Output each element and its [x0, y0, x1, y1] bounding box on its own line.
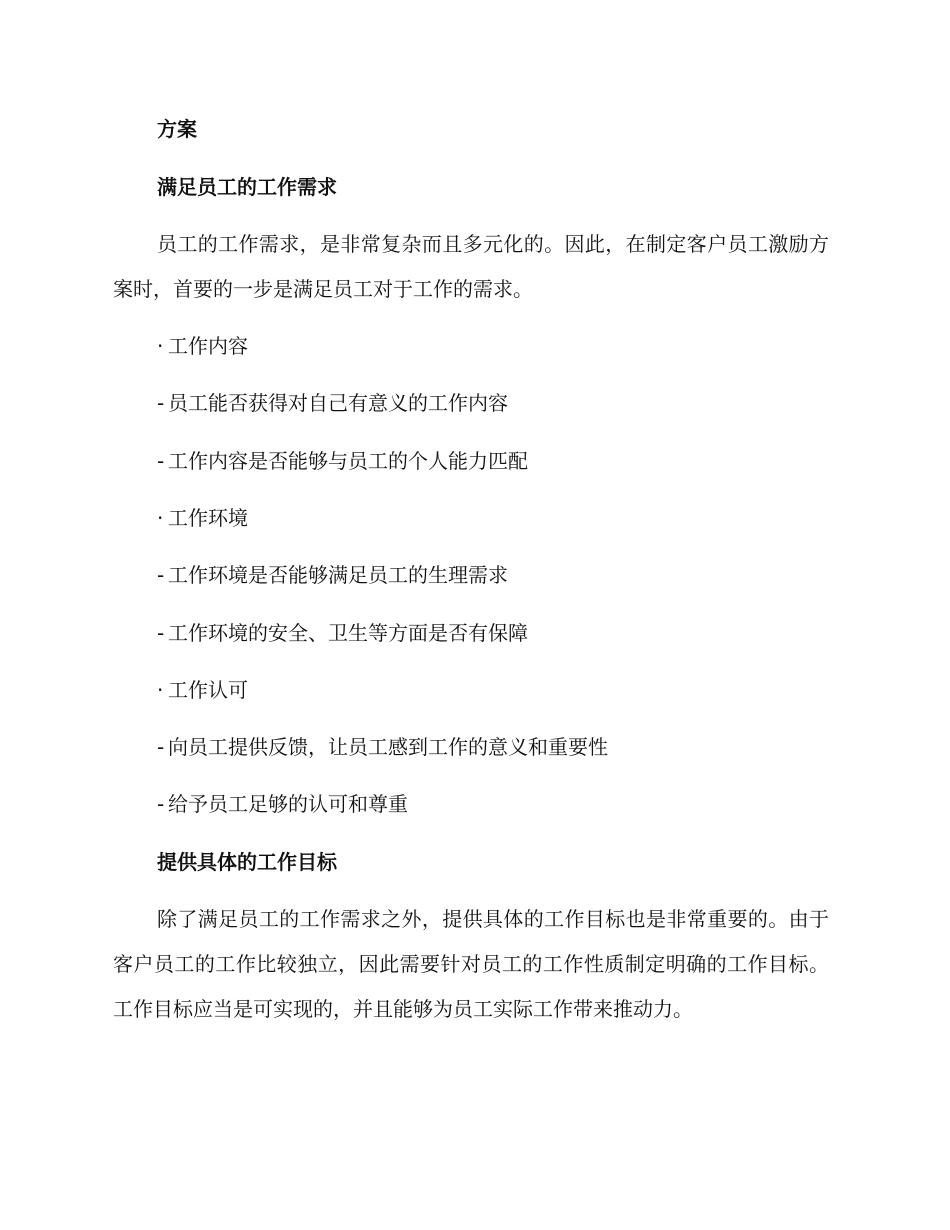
sub-bullet-text: 向员工提供反馈，让员工感到工作的意义和重要性: [168, 735, 608, 759]
dash-marker: -: [157, 391, 165, 415]
sub-bullet-item: [157, 733, 608, 761]
dash-marker: -: [157, 449, 165, 473]
sub-bullet-item: [157, 561, 508, 589]
bullet-marker: ·: [157, 506, 164, 530]
sub-bullet-text: 工作环境的安全、卫生等方面是否有保障: [168, 621, 528, 645]
sub-bullet-item: [157, 389, 508, 417]
bullet-item: [157, 676, 248, 704]
dash-marker: -: [157, 792, 165, 816]
sub-bullet-text: 工作内容是否能够与员工的个人能力匹配: [168, 449, 528, 473]
bullet-marker: ·: [157, 334, 164, 358]
intro-paragraph: 员工的工作需求，是非常复杂而且多元化的。因此，在制定客户员工激励方案时，首要的一步是满足员工对于工作的需求。: [113, 232, 829, 301]
dash-marker: -: [157, 563, 165, 587]
bullet-marker: ·: [157, 678, 164, 702]
sub-bullet-item: [157, 790, 408, 818]
document-title: 方案: [157, 117, 197, 141]
sub-bullet-item: [157, 447, 528, 475]
bullet-label: 工作环境: [168, 506, 248, 530]
sub-bullet-text: 给予员工足够的认可和尊重: [168, 792, 408, 816]
sub-bullet-text: 工作环境是否能够满足员工的生理需求: [168, 563, 508, 587]
bullet-label: 工作认可: [168, 678, 248, 702]
bullet-item: [157, 504, 248, 532]
goals-paragraph: 除了满足员工的工作需求之外，提供具体的工作目标也是非常重要的。由于客户员工的工作比较独立，因此需要针对员工的工作性质制定明确的工作目标。工作目标应当是可实现的，并且能够为员工实际工作带来推动力。: [113, 907, 829, 1021]
bullet-item: [157, 332, 248, 360]
sub-bullet-item: [157, 619, 528, 647]
section-heading-work-goals: 提供具体的工作目标: [157, 850, 337, 874]
dash-marker: -: [157, 621, 165, 645]
sub-bullet-text: 员工能否获得对自己有意义的工作内容: [168, 391, 508, 415]
bullet-label: 工作内容: [168, 334, 248, 358]
section-heading-work-needs: 满足员工的工作需求: [157, 175, 337, 199]
dash-marker: -: [157, 735, 165, 759]
